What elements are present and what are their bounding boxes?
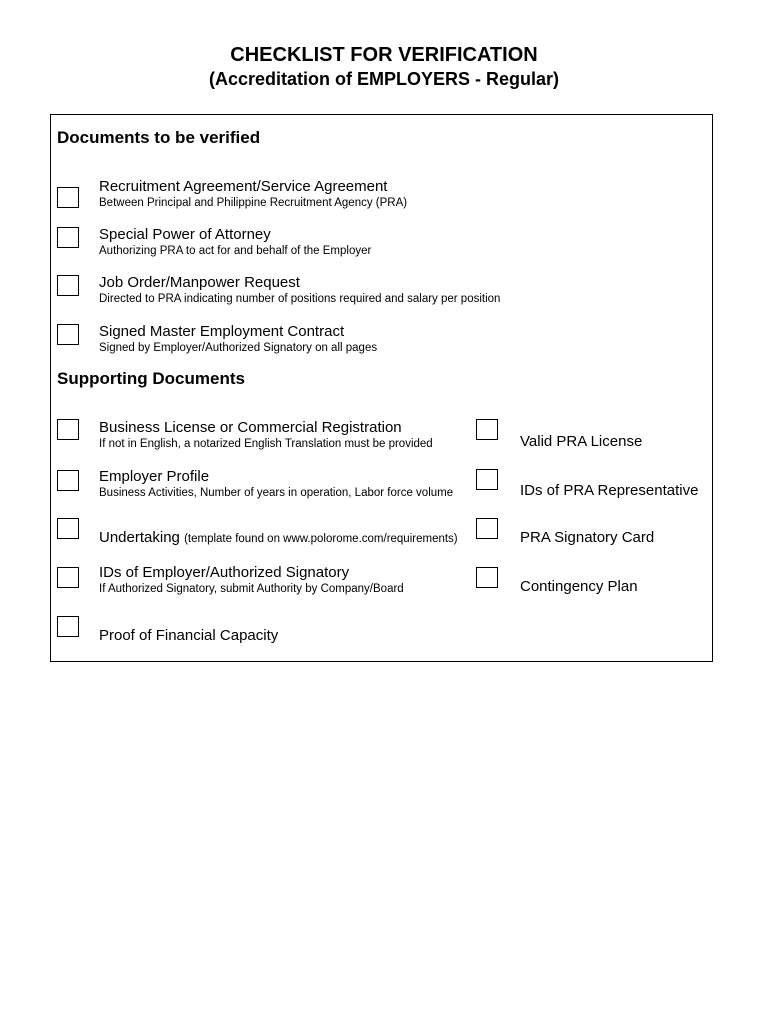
- page-subtitle: (Accreditation of EMPLOYERS - Regular): [208, 69, 560, 89]
- page-title: CHECKLIST FOR VERIFICATION: [230, 44, 538, 66]
- checkbox-special-power-of-attorney[interactable]: [57, 227, 79, 248]
- checkbox-employer-profile[interactable]: [57, 470, 79, 491]
- business-license-note: If not in English, a notarized English Translation must be provided: [99, 438, 433, 450]
- special-power-of-attorney-note: Authorizing PRA to act for and behalf of the Employer: [99, 245, 372, 257]
- financial-capacity-label: Proof of Financial Capacity: [99, 627, 279, 644]
- supporting-section-heading: Supporting Documents: [57, 369, 245, 388]
- documents-section-heading: Documents to be verified: [57, 128, 261, 147]
- checkbox-pra-representative-ids[interactable]: [476, 469, 498, 490]
- undertaking-label: [99, 529, 458, 548]
- master-employment-contract-label: Signed Master Employment Contract: [99, 323, 345, 340]
- recruitment-agreement-note: Between Principal and Philippine Recruitment Agency (PRA): [99, 197, 408, 209]
- checkbox-financial-capacity[interactable]: [57, 616, 79, 637]
- job-order-label: Job Order/Manpower Request: [99, 274, 300, 291]
- checkbox-pra-signatory-card[interactable]: [476, 518, 498, 539]
- master-employment-contract-note: Signed by Employer/Authorized Signatory on all pages: [99, 342, 378, 354]
- valid-pra-license-label: Valid PRA License: [520, 433, 643, 450]
- checkbox-contingency-plan[interactable]: [476, 567, 498, 588]
- undertaking-title: Undertaking: [99, 529, 180, 546]
- special-power-of-attorney-label: Special Power of Attorney: [99, 226, 271, 243]
- checkbox-recruitment-agreement[interactable]: [57, 187, 79, 208]
- checkbox-valid-pra-license[interactable]: [476, 419, 498, 440]
- contingency-plan-label: Contingency Plan: [520, 578, 638, 595]
- recruitment-agreement-label: Recruitment Agreement/Service Agreement: [99, 178, 388, 195]
- pra-representative-ids-label: IDs of PRA Representative: [520, 482, 699, 499]
- employer-profile-label: Employer Profile: [99, 468, 210, 485]
- job-order-note: Directed to PRA indicating number of positions required and salary per position: [99, 293, 501, 305]
- employer-ids-label: IDs of Employer/Authorized Signatory: [99, 564, 350, 581]
- undertaking-note: (template found on www.polorome.com/requirements): [184, 533, 458, 545]
- business-license-label: Business License or Commercial Registration: [99, 419, 402, 436]
- pra-signatory-card-label: PRA Signatory Card: [520, 529, 655, 546]
- checkbox-business-license[interactable]: [57, 419, 79, 440]
- employer-profile-note: Business Activities, Number of years in operation, Labor force volume: [99, 487, 454, 499]
- checkbox-master-employment-contract[interactable]: [57, 324, 79, 345]
- checkbox-employer-ids[interactable]: [57, 567, 79, 588]
- checkbox-job-order[interactable]: [57, 275, 79, 296]
- checkbox-undertaking[interactable]: [57, 518, 79, 539]
- employer-ids-note: If Authorized Signatory, submit Authority by Company/Board: [99, 583, 404, 595]
